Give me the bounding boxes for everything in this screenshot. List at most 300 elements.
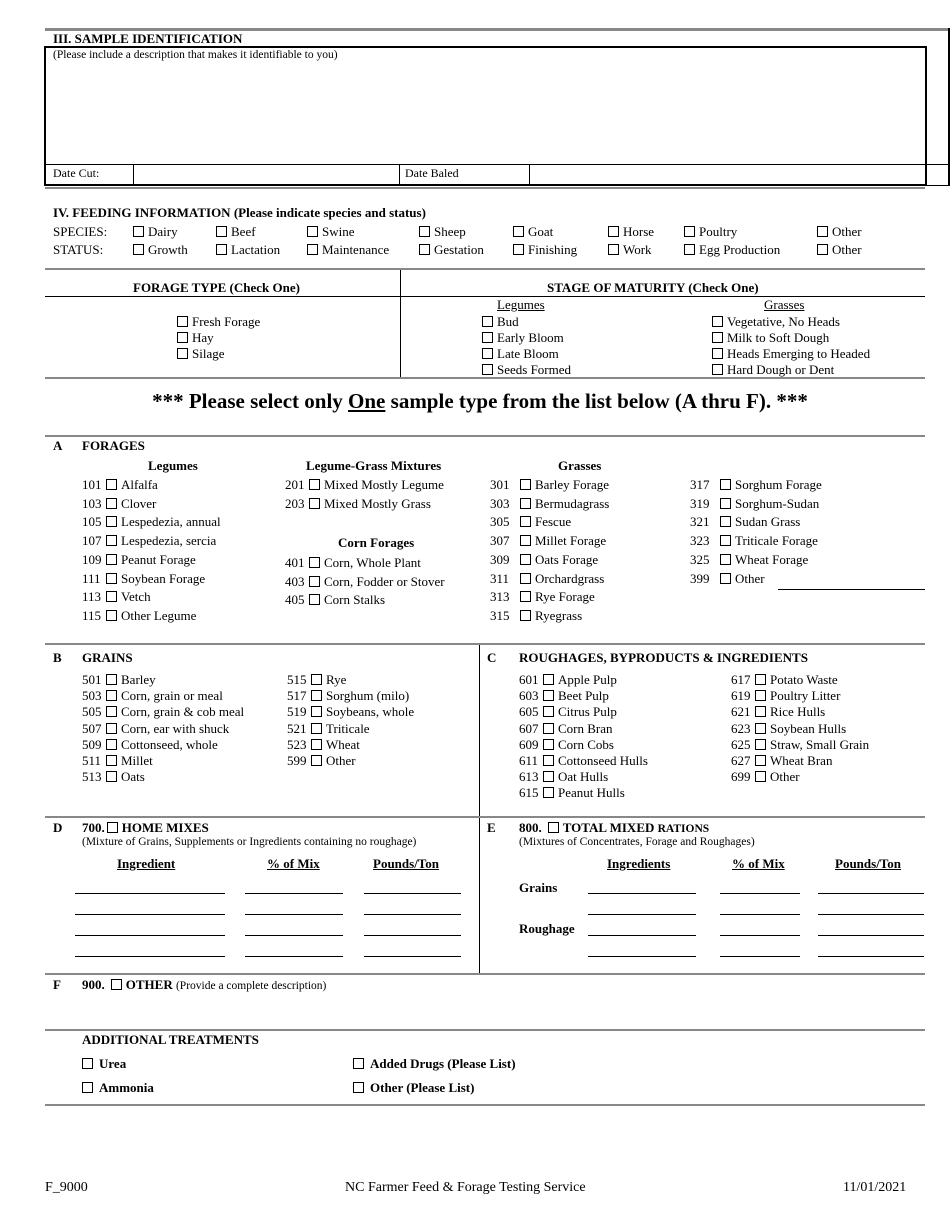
treatment-text: Urea (99, 1056, 127, 1071)
date-baled-divider-right (529, 164, 530, 186)
treatments-title: ADDITIONAL TREATMENTS (82, 1032, 259, 1047)
option-item[interactable] (690, 552, 808, 568)
tmr-title: TOTAL MIXED (562, 820, 655, 835)
treatment-added-drugs[interactable] (353, 1056, 516, 1072)
option-item[interactable] (287, 688, 409, 704)
checkbox-icon[interactable] (106, 479, 117, 490)
option-label: Corn Stalks (324, 592, 386, 607)
right-edge-bottom-rule (927, 185, 950, 186)
option-label: Sorghum (milo) (326, 688, 410, 704)
checkbox-icon[interactable] (520, 610, 531, 621)
maturity-title: STAGE OF MATURITY (Check One) (547, 280, 759, 295)
status-growth[interactable] (131, 242, 188, 258)
option-code: 303 (490, 495, 510, 511)
write-in-line[interactable] (364, 956, 461, 957)
option-item[interactable] (731, 688, 840, 704)
home-mixes-code: 700. (82, 820, 105, 835)
option-item[interactable] (82, 571, 205, 587)
checkbox-icon[interactable] (755, 739, 766, 750)
tmr-option[interactable] (519, 820, 709, 836)
option-label: Peanut Forage (121, 551, 196, 567)
checkbox-icon[interactable] (482, 316, 493, 327)
checkbox-icon[interactable] (712, 316, 723, 327)
option-item[interactable] (731, 672, 838, 688)
checkbox-icon[interactable] (520, 516, 531, 527)
treatment-ammonia[interactable] (82, 1080, 154, 1096)
option-item[interactable] (82, 608, 196, 624)
option-code: 621 (731, 704, 751, 720)
checkbox-icon[interactable] (133, 226, 144, 237)
maturity-early-bloom[interactable] (480, 330, 564, 346)
forages-legumes-title: Legumes (148, 458, 198, 473)
checkbox-icon[interactable] (106, 690, 117, 701)
option-item[interactable] (690, 496, 819, 512)
checkbox-icon[interactable] (543, 723, 554, 734)
option-label: Ryegrass (535, 607, 583, 623)
status-label-text: Growth (148, 242, 188, 257)
checkbox-icon[interactable] (106, 706, 117, 717)
forage-maturity-divider (400, 270, 401, 378)
checkbox-icon[interactable] (106, 755, 117, 766)
option-label: Cottonseed Hulls (558, 753, 648, 768)
write-in-line[interactable] (720, 935, 800, 936)
checkbox-icon[interactable] (712, 332, 723, 343)
tmr-grains-label: Grains (519, 880, 558, 895)
option-item[interactable] (519, 672, 617, 688)
checkbox-icon[interactable] (720, 479, 731, 490)
status-work[interactable] (606, 242, 652, 258)
mixes-bottom-rule (45, 973, 925, 975)
checkbox-icon[interactable] (482, 364, 493, 375)
option-label: Corn, grain or meal (121, 688, 223, 704)
sample-description-hint: (Please include a description that makes it identifiable to you) (53, 49, 338, 61)
option-code: 307 (490, 533, 510, 549)
option-item[interactable] (285, 592, 385, 608)
checkbox-icon[interactable] (307, 226, 318, 237)
option-code: 325 (690, 551, 710, 567)
write-in-line[interactable] (588, 914, 696, 915)
option-item[interactable] (519, 721, 613, 737)
option-label: Rice Hulls (770, 704, 826, 720)
option-code: 309 (490, 551, 510, 567)
option-code: 405 (285, 592, 305, 607)
status-label-text: Finishing (528, 242, 578, 257)
checkbox-icon[interactable] (482, 348, 493, 359)
checkbox-icon[interactable] (543, 690, 554, 701)
option-item[interactable] (519, 753, 648, 769)
write-in-line[interactable] (245, 893, 343, 894)
maturity-late-bloom[interactable] (480, 346, 559, 362)
checkbox-icon[interactable] (111, 979, 122, 990)
forage-other-write-in[interactable] (778, 589, 925, 590)
checkbox-icon[interactable] (311, 739, 322, 750)
checkbox-icon[interactable] (520, 591, 531, 602)
species-dairy[interactable] (131, 224, 178, 240)
checkbox-icon[interactable] (177, 332, 188, 343)
maturity-seeds-formed[interactable] (480, 362, 571, 378)
status-finishing[interactable] (511, 242, 577, 258)
checkbox-icon[interactable] (106, 723, 117, 734)
forage-type-text: Fresh Forage (192, 314, 261, 329)
option-item[interactable] (82, 753, 153, 769)
checkbox-icon[interactable] (755, 706, 766, 717)
maturity-vegetative[interactable] (710, 314, 840, 330)
checkbox-icon[interactable] (755, 755, 766, 766)
option-item[interactable] (287, 672, 346, 688)
section-d-letter: D (53, 820, 63, 835)
checkbox-icon[interactable] (106, 674, 117, 685)
maturity-bud[interactable] (480, 314, 519, 330)
option-item[interactable] (731, 721, 846, 737)
option-code: 313 (490, 589, 510, 605)
option-item[interactable] (519, 737, 614, 753)
option-item[interactable] (690, 514, 800, 530)
checkbox-icon[interactable] (543, 771, 554, 782)
checkbox-icon[interactable] (309, 576, 320, 587)
section-b-letter: B (53, 650, 62, 665)
checkbox-icon[interactable] (311, 674, 322, 685)
maturity-milk-soft-dough[interactable] (710, 330, 829, 346)
option-code: 401 (285, 555, 305, 570)
write-in-line[interactable] (245, 914, 343, 915)
checkbox-icon[interactable] (177, 316, 188, 327)
maturity-hard-dough[interactable] (710, 362, 834, 378)
option-item[interactable] (82, 721, 229, 737)
checkbox-icon[interactable] (309, 557, 320, 568)
forages-title: FORAGES (82, 438, 145, 453)
option-item[interactable] (731, 753, 832, 769)
checkbox-icon[interactable] (513, 244, 524, 255)
species-label-text: Beef (231, 224, 256, 239)
option-item[interactable] (490, 608, 582, 624)
species-poultry[interactable] (682, 224, 737, 240)
tmr-desc: (Mixtures of Concentrates, Forage and Roughages) (519, 836, 755, 848)
write-in-line[interactable] (818, 935, 924, 936)
option-code: 617 (731, 672, 751, 687)
checkbox-icon[interactable] (513, 226, 524, 237)
checkbox-icon[interactable] (419, 244, 430, 255)
option-label: Orchardgrass (535, 570, 605, 586)
checkbox-icon[interactable] (309, 479, 320, 490)
option-item[interactable] (690, 477, 822, 493)
write-in-line[interactable] (720, 956, 800, 957)
write-in-line[interactable] (720, 914, 800, 915)
write-in-line[interactable] (818, 893, 924, 894)
option-code: 507 (82, 720, 102, 736)
option-code: 317 (690, 477, 710, 492)
checkbox-icon[interactable] (520, 573, 531, 584)
status-gestation[interactable] (417, 242, 484, 258)
species-goat[interactable] (511, 224, 553, 240)
checkbox-icon[interactable] (543, 755, 554, 766)
date-cut-label: Date Cut: (53, 166, 100, 180)
checkbox-icon[interactable] (543, 706, 554, 717)
checkbox-icon[interactable] (520, 479, 531, 490)
option-item[interactable] (287, 721, 370, 737)
treatments-bottom-rule (45, 1104, 925, 1106)
option-item[interactable] (690, 571, 765, 587)
sample-type-notice (0, 389, 950, 414)
checkbox-icon[interactable] (720, 535, 731, 546)
write-in-line[interactable] (588, 935, 696, 936)
right-edge-date-rule (927, 164, 950, 165)
checkbox-icon[interactable] (712, 364, 723, 375)
other-bottom-rule (45, 1029, 925, 1031)
write-in-line[interactable] (75, 914, 225, 915)
checkbox-icon[interactable] (106, 591, 117, 602)
checkbox-icon[interactable] (720, 516, 731, 527)
checkbox-icon[interactable] (684, 226, 695, 237)
species-sheep[interactable] (417, 224, 466, 240)
checkbox-icon[interactable] (520, 554, 531, 565)
date-cut-field[interactable] (135, 166, 397, 184)
species-swine[interactable] (305, 224, 355, 240)
option-code: 101 (82, 477, 102, 492)
checkbox-icon[interactable] (419, 226, 430, 237)
checkbox-icon[interactable] (353, 1058, 364, 1069)
write-in-line[interactable] (588, 893, 696, 894)
checkbox-icon[interactable] (720, 498, 731, 509)
option-item[interactable] (82, 769, 145, 785)
forages-mix-title: Legume-Grass Mixtures (306, 458, 442, 473)
notice-pre: *** Please select only (152, 389, 349, 413)
write-in-line[interactable] (245, 956, 343, 957)
option-label: Beet Pulp (558, 688, 609, 704)
checkbox-icon[interactable] (106, 610, 117, 621)
option-item[interactable] (490, 589, 595, 605)
option-label: Sorghum-Sudan (735, 495, 820, 511)
forage-fresh[interactable] (175, 314, 260, 330)
option-item[interactable] (285, 555, 421, 571)
checkbox-icon[interactable] (106, 554, 117, 565)
option-item[interactable] (82, 704, 244, 720)
write-in-line[interactable] (818, 914, 924, 915)
option-code: 399 (690, 570, 710, 586)
checkbox-icon[interactable] (520, 498, 531, 509)
option-label: Apple Pulp (558, 672, 617, 687)
checkbox-icon[interactable] (720, 573, 731, 584)
option-label: Corn, ear with shuck (121, 720, 230, 736)
write-in-line[interactable] (245, 935, 343, 936)
option-label: Other Legume (121, 607, 197, 623)
notice-one: One (348, 389, 386, 413)
option-label: Bermudagrass (535, 495, 610, 511)
write-in-line[interactable] (75, 893, 225, 894)
other-option[interactable] (82, 977, 326, 993)
checkbox-icon[interactable] (106, 771, 117, 782)
write-in-line[interactable] (588, 956, 696, 957)
checkbox-icon[interactable] (755, 723, 766, 734)
checkbox-icon[interactable] (817, 244, 828, 255)
write-in-line[interactable] (818, 956, 924, 957)
checkbox-icon[interactable] (82, 1058, 93, 1069)
checkbox-icon[interactable] (543, 739, 554, 750)
treatment-urea[interactable] (82, 1056, 126, 1072)
option-item[interactable] (731, 704, 825, 720)
option-label: Cottonseed, whole (121, 736, 218, 752)
option-code: 113 (82, 589, 102, 605)
treatment-other[interactable] (353, 1080, 474, 1096)
checkbox-icon[interactable] (482, 332, 493, 343)
option-item[interactable] (519, 688, 609, 704)
maturity-text: Milk to Soft Dough (727, 330, 830, 345)
option-item[interactable] (490, 496, 609, 512)
status-label-text: Lactation (231, 242, 281, 257)
write-in-line[interactable] (720, 893, 800, 894)
checkbox-icon[interactable] (548, 822, 559, 833)
option-item[interactable] (82, 552, 196, 568)
checkbox-icon[interactable] (177, 348, 188, 359)
checkbox-icon[interactable] (216, 226, 227, 237)
tmr-col-pct: % of Mix (732, 856, 785, 871)
checkbox-icon[interactable] (755, 690, 766, 701)
write-in-line[interactable] (364, 935, 461, 936)
checkbox-icon[interactable] (106, 516, 117, 527)
species-label-text: Dairy (148, 224, 178, 239)
option-item[interactable] (519, 785, 625, 801)
option-code: 599 (287, 753, 307, 768)
checkbox-icon[interactable] (608, 226, 619, 237)
checkbox-icon[interactable] (107, 822, 118, 833)
option-item[interactable] (690, 533, 818, 549)
maturity-grasses-title: Grasses (764, 297, 805, 312)
option-label: Barley Forage (535, 477, 610, 492)
option-item[interactable] (82, 514, 221, 530)
option-item[interactable] (519, 769, 608, 785)
option-code: 615 (519, 785, 539, 801)
checkbox-icon[interactable] (311, 690, 322, 701)
forage-silage[interactable] (175, 346, 225, 362)
status-label-text: Egg Production (699, 242, 781, 257)
checkbox-icon[interactable] (712, 348, 723, 359)
species-other[interactable] (815, 224, 862, 240)
option-item[interactable] (285, 496, 431, 512)
checkbox-icon[interactable] (106, 535, 117, 546)
status-other[interactable] (815, 242, 862, 258)
checkbox-icon[interactable] (309, 498, 320, 509)
checkbox-icon[interactable] (106, 498, 117, 509)
option-item[interactable] (82, 496, 156, 512)
checkbox-icon[interactable] (311, 755, 322, 766)
checkbox-icon[interactable] (106, 573, 117, 584)
grains-title: GRAINS (82, 650, 133, 665)
forage-type-text: Hay (192, 330, 214, 345)
option-label: Lespedezia, annual (121, 514, 221, 530)
write-in-line[interactable] (75, 935, 225, 936)
option-item[interactable] (490, 477, 609, 493)
option-label: Wheat Bran (770, 753, 833, 768)
checkbox-icon[interactable] (608, 244, 619, 255)
checkbox-icon[interactable] (106, 739, 117, 750)
option-code: 115 (82, 607, 102, 623)
checkbox-icon[interactable] (311, 723, 322, 734)
checkbox-icon[interactable] (543, 674, 554, 685)
checkbox-icon[interactable] (309, 594, 320, 605)
checkbox-icon[interactable] (543, 787, 554, 798)
date-row-divider (44, 164, 927, 165)
option-item[interactable] (82, 737, 218, 753)
option-item[interactable] (82, 672, 156, 688)
status-lactation[interactable] (214, 242, 280, 258)
maturity-legumes-title: Legumes (497, 297, 545, 312)
option-item[interactable] (285, 574, 445, 590)
maturity-bottom-rule (45, 377, 925, 379)
date-baled-field[interactable] (531, 166, 925, 184)
checkbox-icon[interactable] (755, 771, 766, 782)
option-item[interactable] (82, 477, 158, 493)
option-label: Soybean Forage (121, 570, 206, 586)
option-item[interactable] (490, 571, 604, 587)
checkbox-icon[interactable] (817, 226, 828, 237)
write-in-line[interactable] (364, 914, 461, 915)
option-item[interactable] (731, 769, 800, 785)
checkbox-icon[interactable] (755, 674, 766, 685)
option-code: 603 (519, 688, 539, 704)
species-beef[interactable] (214, 224, 256, 240)
species-label-text: Swine (322, 224, 355, 239)
checkbox-icon[interactable] (133, 244, 144, 255)
maturity-text: Early Bloom (497, 330, 564, 345)
option-label: Other (770, 769, 800, 785)
checkbox-icon[interactable] (307, 244, 318, 255)
species-label: SPECIES: (53, 224, 108, 239)
option-item[interactable] (519, 704, 617, 720)
option-item[interactable] (82, 533, 216, 549)
option-item[interactable] (490, 552, 598, 568)
option-item[interactable] (287, 704, 414, 720)
option-label: Wheat Forage (735, 551, 809, 567)
other-description-area[interactable] (82, 995, 925, 1027)
option-item[interactable] (490, 514, 571, 530)
option-label: Oats (121, 769, 145, 785)
status-egg-production[interactable] (682, 242, 780, 258)
checkbox-icon[interactable] (684, 244, 695, 255)
checkbox-icon[interactable] (720, 554, 731, 565)
option-label: Corn, Whole Plant (324, 555, 421, 570)
checkbox-icon[interactable] (82, 1082, 93, 1093)
checkbox-icon[interactable] (216, 244, 227, 255)
forage-hay[interactable] (175, 330, 214, 346)
option-code: 613 (519, 769, 539, 785)
write-in-line[interactable] (75, 956, 225, 957)
checkbox-icon[interactable] (353, 1082, 364, 1093)
option-item[interactable] (731, 737, 869, 753)
species-horse[interactable] (606, 224, 654, 240)
maturity-text: Late Bloom (497, 346, 559, 361)
option-item[interactable] (287, 753, 356, 769)
option-label: Corn Bran (558, 720, 613, 736)
write-in-line[interactable] (364, 893, 461, 894)
option-item[interactable] (82, 589, 151, 605)
grains-roughages-divider (479, 645, 480, 975)
option-label: Soybeans, whole (326, 704, 415, 720)
species-label-text: Sheep (434, 224, 466, 239)
option-item[interactable] (490, 533, 606, 549)
status-maintenance[interactable] (305, 242, 389, 258)
option-item[interactable] (82, 688, 223, 704)
checkbox-icon[interactable] (520, 535, 531, 546)
option-item[interactable] (287, 737, 360, 753)
sample-description-box[interactable] (44, 46, 927, 186)
home-mixes-option[interactable] (82, 820, 209, 836)
option-item[interactable] (285, 477, 444, 493)
option-label: Other (326, 753, 356, 768)
status-label-text: Work (623, 242, 652, 257)
checkbox-icon[interactable] (311, 706, 322, 717)
maturity-heads-emerging[interactable] (710, 346, 870, 362)
treatment-text: Added Drugs (Please List) (370, 1056, 516, 1071)
option-code: 107 (82, 533, 102, 549)
